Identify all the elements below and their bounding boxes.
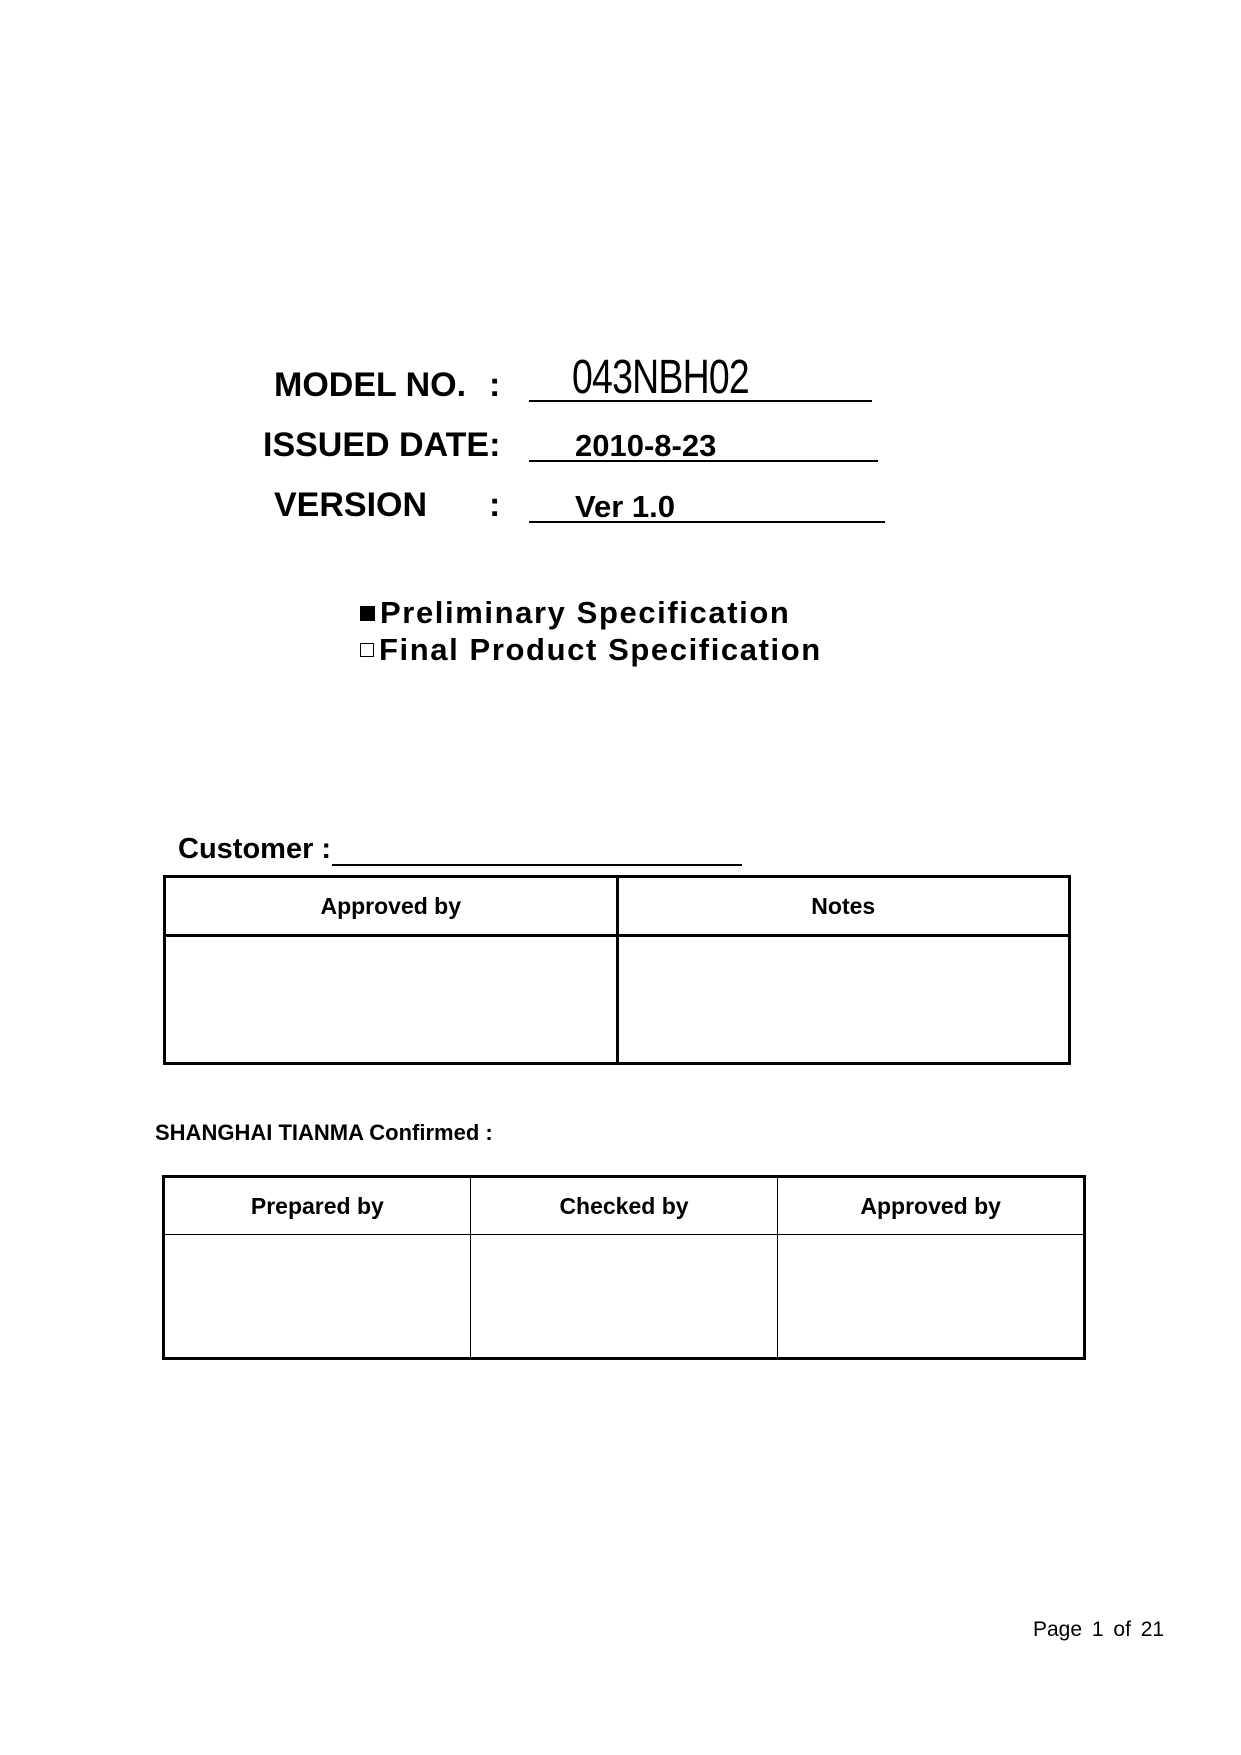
unchecked-box-icon <box>360 643 374 657</box>
model-number-colon: : <box>489 366 501 404</box>
spec-option-final <box>360 632 822 668</box>
spec-option-label: Preliminary Specification <box>380 595 791 630</box>
table-header-row <box>164 1177 1085 1235</box>
version-label: VERSION <box>274 486 428 524</box>
tianma-confirmed-label: SHANGHAI TIANMA Confirmed : <box>155 1120 493 1145</box>
customer-label: Customer : <box>178 833 332 865</box>
checked-by-cell <box>470 1235 778 1359</box>
prepared-by-cell <box>164 1235 471 1359</box>
customer-approval-table <box>163 875 1071 1065</box>
prepared-by-header: Prepared by <box>164 1177 471 1235</box>
checked-by-header: Checked by <box>470 1177 778 1235</box>
customer-name-line <box>332 864 742 866</box>
customer-notes-header: Notes <box>617 877 1070 936</box>
customer-approved-by-cell <box>165 936 618 1064</box>
version-underline <box>529 521 885 523</box>
approved-by-cell <box>778 1235 1085 1359</box>
model-number-label: MODEL NO. <box>274 366 467 404</box>
page-number: Page 1 of 21 <box>1033 1618 1165 1641</box>
version-colon: : <box>489 486 501 524</box>
model-number-underline <box>529 400 872 402</box>
table-row <box>165 936 1070 1064</box>
tianma-confirmation-table <box>162 1175 1086 1360</box>
spec-option-label: Final Product Specification <box>379 632 822 667</box>
checked-box-icon <box>360 606 375 621</box>
issued-date-label: ISSUED DATE: <box>263 426 501 464</box>
approved-by-header: Approved by <box>778 1177 1085 1235</box>
version-value: Ver 1.0 <box>575 489 675 524</box>
customer-approved-by-header: Approved by <box>165 877 618 936</box>
spec-option-preliminary <box>360 595 790 631</box>
model-number-value: 043NBH02 <box>572 351 749 404</box>
issued-date-value: 2010-8-23 <box>575 428 717 463</box>
issued-date-underline <box>529 460 878 462</box>
table-row <box>164 1235 1085 1359</box>
table-header-row <box>165 877 1070 936</box>
customer-notes-cell <box>617 936 1070 1064</box>
